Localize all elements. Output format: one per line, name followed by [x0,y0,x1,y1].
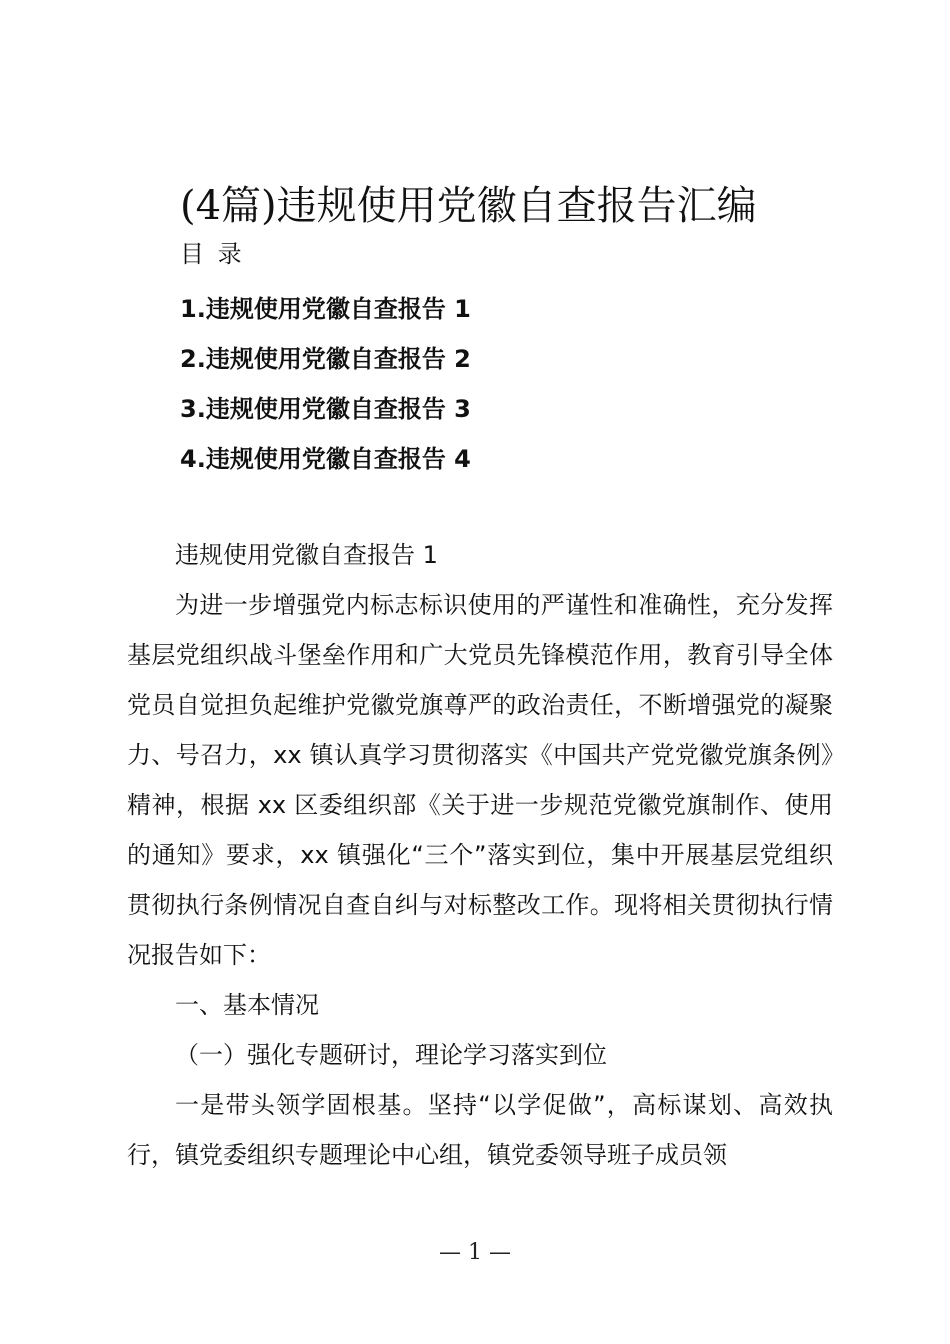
section-heading: 违规使用党徽自查报告 1 [175,541,438,569]
paragraph: 一是带头领学固根基。坚持“以学促做”，高标谋划、高效执行，镇党委组织专题理论中心组，镇党委领导班子成员领 [127,1091,833,1169]
subsection-heading: （一）强化专题研讨，理论学习落实到位 [175,1041,607,1069]
paragraph: 为进一步增强党内标志标识使用的严谨性和准确性，充分发挥基层党组织战斗堡垒作用和广大党员先锋模范作用，教育引导全体党员自觉担负起维护党徽党旗尊严的政治责任，不断增强党的凝聚力、号召力，xx 镇认真学习贯彻落实《中国共产党党徽党旗条例》精神，根据 xx 区委组织部《关于进一步规范党徽党旗制作、使用的通知》要求，xx 镇强化“三个”落实到位，集中开展基层党组织贯彻执行条例情况自查自纠与对标整改工作。现将相关贯彻执行情况报告如下： [127,591,833,969]
document-title: (4篇)违规使用党徽自查报告汇编 [180,183,757,229]
page-number: — 1 — [439,1240,511,1265]
toc-item[interactable]: 4.违规使用党徽自查报告 4 [180,445,471,473]
toc-item[interactable]: 1.违规使用党徽自查报告 1 [180,295,471,323]
section-heading: 一、基本情况 [175,991,319,1019]
toc-item[interactable]: 2.违规使用党徽自查报告 2 [180,345,471,373]
toc-heading: 目 录 [180,240,245,268]
toc-item[interactable]: 3.违规使用党徽自查报告 3 [180,395,471,423]
document-body [127,530,833,1180]
table-of-contents [180,284,471,484]
